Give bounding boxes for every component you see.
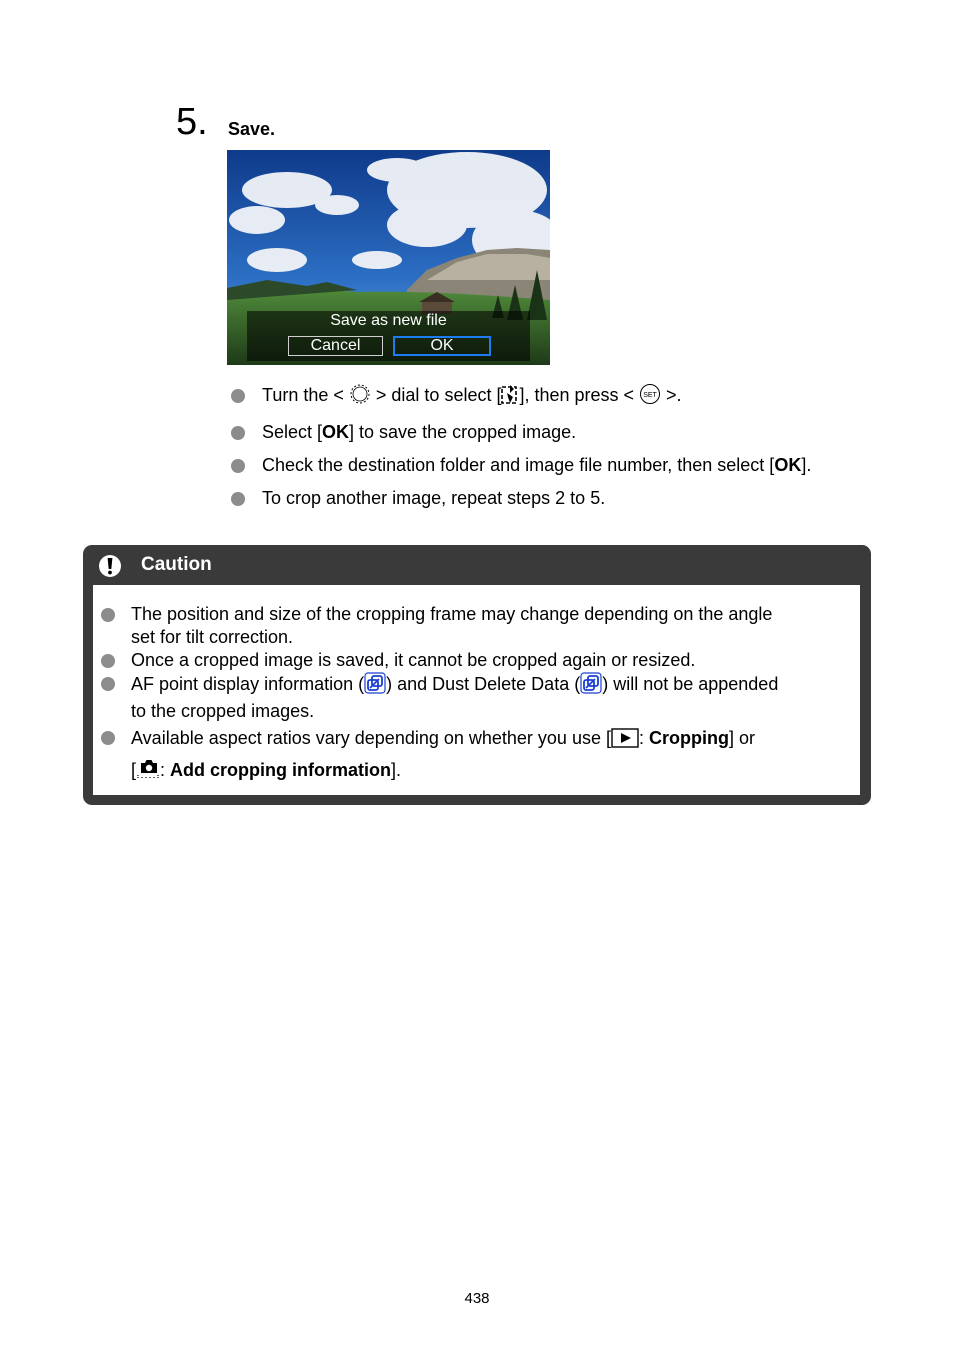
text: Select [ [262,422,323,442]
landscape-photo [227,150,550,365]
text: ], then press < [519,385,640,405]
bullet-dot [101,654,115,668]
list-item [93,603,851,649]
text: : [160,760,171,780]
caution-box [83,545,871,805]
caution-header [83,545,871,585]
text: AF point display information ( [131,674,365,694]
ok-button: OK [393,336,491,356]
quick-control-dial-icon [349,383,371,411]
text: Available aspect ratios vary depending on whether you use [ [131,728,611,748]
text: ]. [801,455,812,475]
bullet-dot [101,608,115,622]
cancel-button: Cancel [288,336,383,356]
bold-text: OK [322,422,350,442]
bullet-dot [231,389,245,403]
text: Turn the < [262,385,349,405]
text: ]. [391,760,402,780]
shooting-camera-icon [136,758,160,788]
list-item [93,724,851,788]
list-item [230,486,910,510]
list-item [230,420,910,444]
dialog-title: Save as new file [330,312,447,329]
list-item [230,453,910,477]
bullet-dot [101,677,115,691]
text: > dial to select [ [370,385,502,405]
text: ) will not be appended [602,674,779,694]
page-number: 438 [464,1290,490,1307]
set-button-icon [639,383,661,411]
exclamation-icon [98,554,122,583]
text: to the cropped images. [131,701,315,721]
text: ] to save the cropped image. [349,422,577,442]
step-number: 5. [176,101,208,143]
text: ) and Dust Delete Data ( [386,674,581,694]
caution-body [93,585,860,795]
crop-rotate-icon [501,383,519,411]
step-title: Save. [228,119,276,139]
text: >. [661,385,682,405]
link-icon[interactable] [364,672,386,700]
text: : [638,728,649,748]
bold-text: Cropping [649,728,729,748]
text: ] or [728,728,755,748]
bold-text: Add cropping information [170,760,392,780]
list-item [93,672,851,723]
list-item [93,649,851,672]
bullet-dot [231,459,245,473]
text: Check the destination folder and image file number, then select [ [262,455,775,475]
bullet-dot [231,426,245,440]
text: The position and size of the cropping frame may change depending on the angle [131,604,773,624]
list-item [230,383,910,411]
text: Once a cropped image is saved, it cannot be cropped again or resized. [131,650,696,670]
bold-text: OK [774,455,802,475]
bullet-dot [101,731,115,745]
playback-icon [611,728,639,756]
text: To crop another image, repeat steps 2 to 5. [262,488,606,508]
link-icon[interactable] [580,672,602,700]
bullet-dot [231,492,245,506]
svg-text:SET: SET [643,392,657,399]
text: set for tilt correction. [131,627,294,647]
caution-title: Caution [141,554,212,575]
camera-screen-image [227,150,550,365]
step-instructions [230,383,910,519]
text: [ [131,760,137,780]
